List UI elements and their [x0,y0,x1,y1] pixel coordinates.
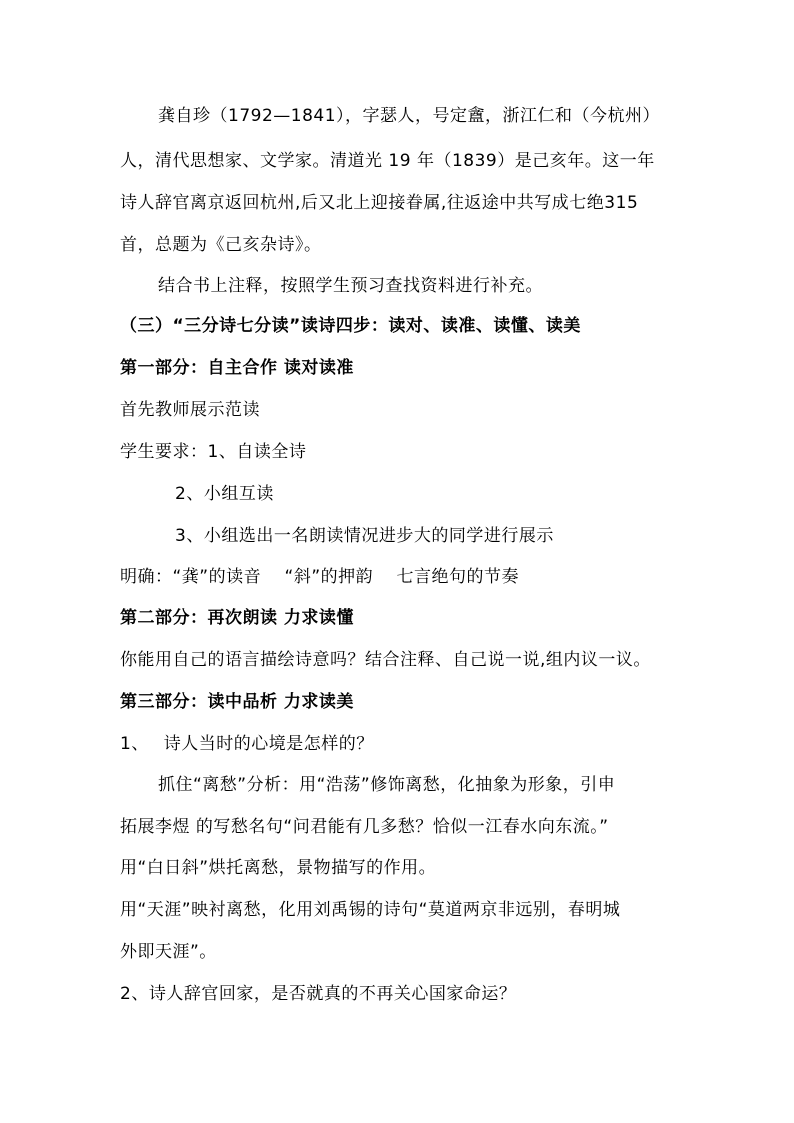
paragraph-line: 你能用自己的语言描绘诗意吗？结合注释、自己说一说,组内议一议。 [120,650,651,670]
paragraph-line: 结合书上注释，按照学生预习查找资料进行补充。 [158,276,543,296]
list-item: 1、 诗人当时的心境是怎样的？ [120,734,374,754]
paragraph-line: 人，清代思想家、文学家。清道光 19 年（1839）是己亥年。这一年 [120,151,655,171]
list-item: 2、诗人辞官回家，是否就真的不再关心国家命运？ [120,984,517,1004]
part-heading: 第二部分：再次朗读 力求读懂 [120,608,354,628]
paragraph-line: 龚自珍（1792—1841），字瑟人，号定盦，浙江仁和（今杭州） [158,106,661,126]
paragraph-line: 首，总题为《己亥杂诗》。 [120,235,322,255]
paragraph-line: 诗人辞官离京返回杭州,后又北上迎接眷属,往返途中共写成七绝315 [120,193,639,213]
list-item: 2、小组互读 [175,484,274,504]
paragraph-line: 外即天涯”。 [120,942,217,962]
list-item: 3、小组选出一名朗读情况进步大的同学进行展示 [175,526,554,546]
part-heading: 第三部分：读中品析 力求读美 [120,692,354,712]
paragraph-line: 首先教师展示范读 [120,400,260,420]
paragraph-line: 用“天涯”映衬离愁，化用刘禹锡的诗句“莫道两京非远别，春明城 [120,900,621,920]
part-heading: 第一部分：自主合作 读对读准 [120,358,354,378]
paragraph-line: 明确：“龚”的读音 “斜”的押韵 七言绝句的节奏 [120,567,520,587]
paragraph-line: 拓展李煜 的写愁名句“问君能有几多愁？恰似一江春水向东流。” [120,817,609,837]
section-heading: （三）“三分诗七分读”读诗四步：读对、读准、读懂、读美 [120,316,581,336]
paragraph-line: 学生要求：1、自读全诗 [120,442,307,462]
paragraph-line: 用“白日斜”烘托离愁，景物描写的作用。 [120,858,437,878]
paragraph-line: 抓住“离愁”分析：用“浩荡”修饰离愁，化抽象为形象，引申 [158,775,616,795]
